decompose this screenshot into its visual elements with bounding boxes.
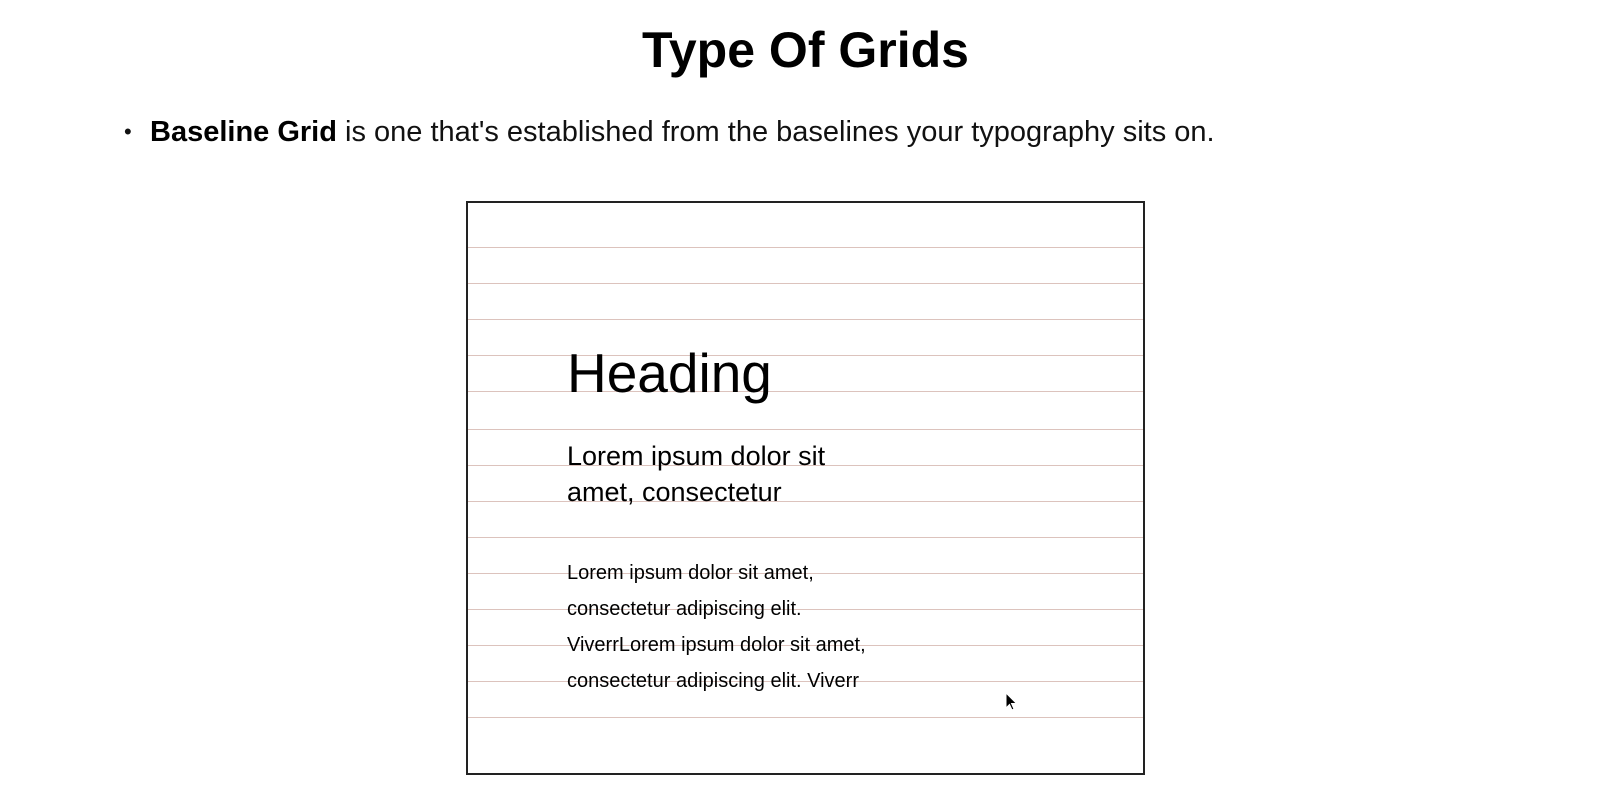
example-subheading-line: Lorem ipsum dolor sit [567, 441, 826, 471]
baseline-rule [468, 537, 1143, 538]
bullet-text: is one that's established from the baselines your typography sits on. [336, 116, 1215, 148]
example-heading: Heading [567, 342, 772, 404]
baseline-rule [468, 247, 1143, 248]
bullet-marker: • [124, 119, 132, 144]
baseline-rule [468, 429, 1143, 430]
bullet-term: Baseline Grid [150, 116, 337, 148]
baseline-grid-example [466, 201, 1145, 775]
baseline-rule [468, 717, 1143, 718]
example-body-line: Lorem ipsum dolor sit amet, [567, 562, 814, 584]
baseline-rule [468, 319, 1143, 320]
mouse-pointer-icon [1005, 692, 1019, 712]
example-subheading-line: amet, consectetur [567, 477, 782, 507]
example-body-line: ViverrLorem ipsum dolor sit amet, [567, 634, 866, 656]
baseline-rule [468, 283, 1143, 284]
example-body-line: consectetur adipiscing elit. [567, 598, 802, 620]
slide-title: Type Of Grids [642, 22, 969, 78]
bullet-item [124, 112, 1215, 152]
example-body-line: consectetur adipiscing elit. Viverr [567, 670, 859, 692]
